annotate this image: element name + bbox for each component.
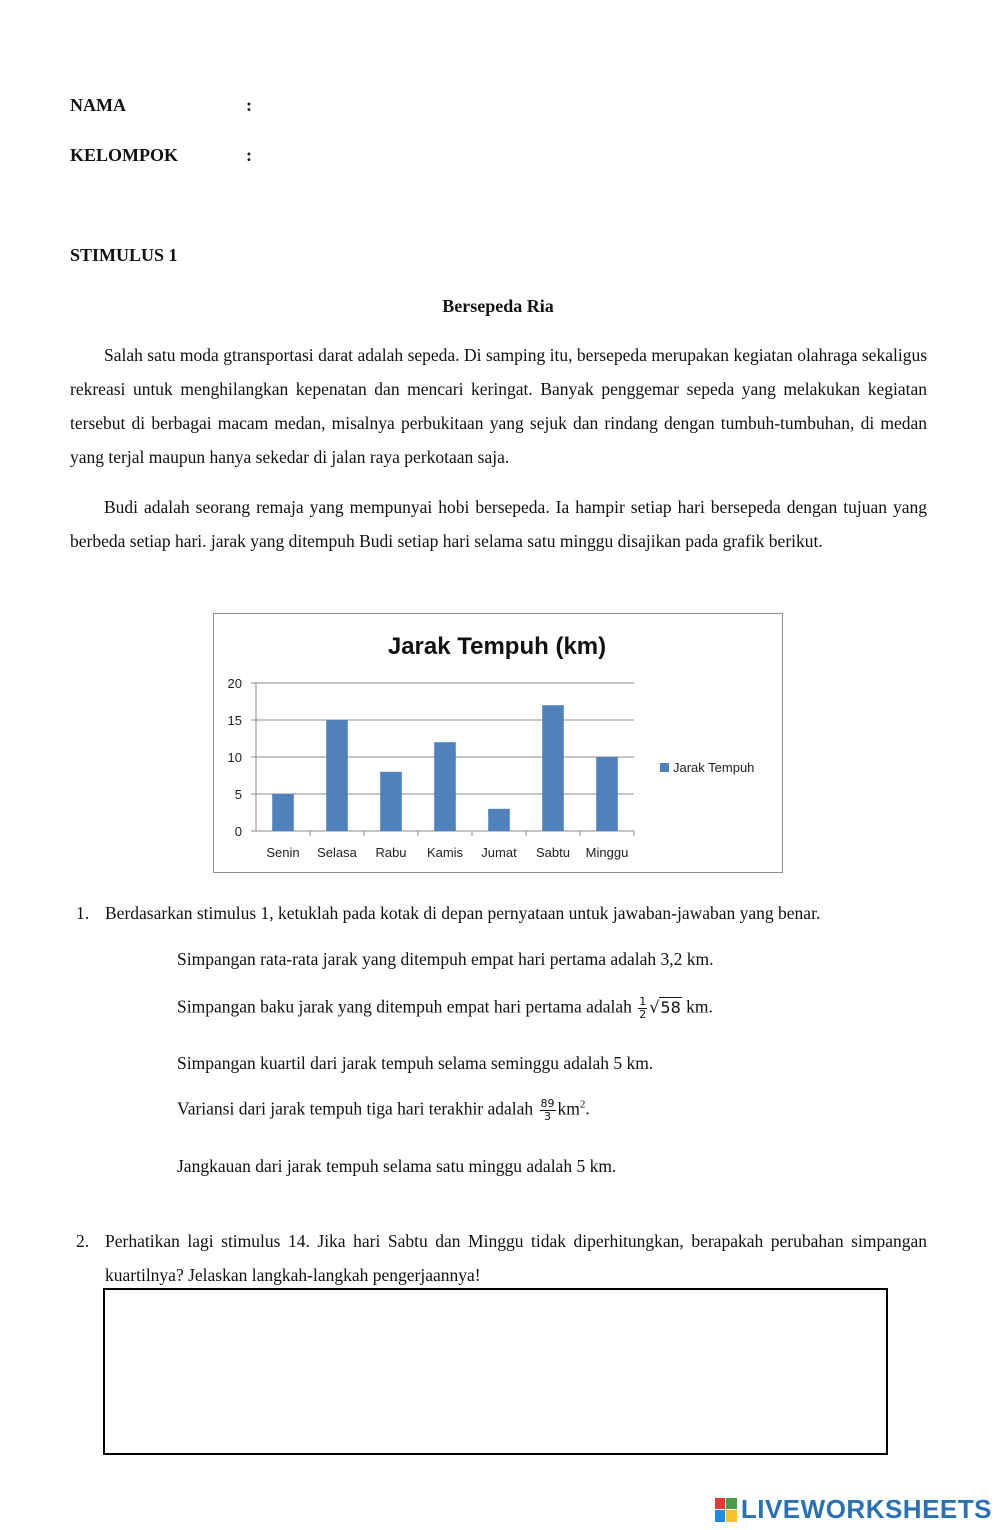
statement-5-text: Jangkauan dari jarak tempuh selama satu minggu adalah 5 km. [177,1156,617,1176]
x-tick-label: Senin [266,845,300,860]
sqrt-58 [649,997,682,1017]
bar-kamis [434,742,456,831]
logo-text: LIVEWORKSHEETS [740,1494,992,1524]
group-label: KELOMPOK [70,145,178,165]
statement-4[interactable] [177,1098,590,1123]
stimulus-title: Bersepeda Ria [442,296,554,316]
fraction-denominator: 3 [544,1110,552,1123]
liveworksheets-logo [715,1494,992,1525]
y-tick-label: 0 [234,824,242,839]
y-tick-label: 20 [227,676,242,691]
sqrt-icon: √ [649,997,660,1017]
bar-sabtu [542,705,564,831]
y-tick-label: 5 [234,787,242,802]
question-2-text: Perhatikan lagi stimulus 14. Jika hari Sabtu dan Minggu tidak diperhitungkan, berapakah perubahan simpangan kuartilnya? Jelaskan langkah-langkah pengerjaannya! [105,1231,927,1285]
legend-swatch [660,763,669,772]
group-colon: : [246,145,252,165]
legend-label: Jarak Tempuh [673,760,755,775]
sqrt-radicand: 58 [660,997,681,1017]
fraction-89-3 [540,1098,556,1123]
y-tick-label: 10 [227,750,242,765]
question-1-text: Berdasarkan stimulus 1, ketuklah pada kotak di depan pernyataan untuk jawaban-jawaban yang benar. [105,903,821,923]
statement-2-unit: km. [686,996,713,1017]
bar-selasa [326,720,348,831]
x-tick-label: Rabu [375,845,407,860]
x-tick-label: Sabtu [536,845,570,860]
name-colon: : [246,95,252,115]
statement-5[interactable] [177,1156,616,1177]
statement-2-text: Simpangan baku jarak yang ditempuh empat hari pertama adalah [177,996,632,1017]
name-label: NAMA [70,95,126,115]
statement-3-text: Simpangan kuartil dari jarak tempuh selama seminggu adalah 5 km. [177,1053,654,1073]
stimulus-label: STIMULUS 1 [70,245,178,265]
statement-4-unit: km [557,1098,580,1119]
statement-1-text: Simpangan rata-rata jarak yang ditempuh empat hari pertama adalah 3,2 km. [177,949,714,969]
statement-2[interactable] [177,996,713,1021]
statement-4-text: Variansi dari jarak tempuh tiga hari terakhir adalah [177,1098,534,1119]
bar-rabu [380,772,402,831]
x-tick-label: Kamis [426,845,464,860]
statement-1[interactable] [177,949,713,970]
chart-title: Jarak Tempuh (km) [387,633,607,660]
statement-4-exponent: 2 [579,1098,586,1111]
y-tick-label: 15 [227,713,242,728]
statement-4-period: . [585,1098,590,1119]
x-tick-label: Selasa [317,845,357,860]
answer-box[interactable] [103,1288,888,1455]
x-tick-label: Minggu [585,845,629,860]
bar-jumat [488,809,510,831]
chart-frame [213,613,783,873]
fraction-one-half [638,996,647,1021]
fraction-numerator: 89 [540,1097,555,1110]
bar-chart [214,614,782,872]
bar-minggu [596,757,618,831]
fraction-denominator: 2 [639,1008,647,1021]
liveworksheets-logo-icon [715,1498,737,1522]
answer-input[interactable] [105,1290,886,1453]
stimulus-paragraph-1: Salah satu moda gtransportasi darat adalah sepeda. Di samping itu, bersepeda merupakan kegiatan olahraga sekaligus rekreasi untuk menghilangkan kepenatan dan mencari keringat. Banyak penggemar sepeda yang melakukan kegiatan tersebut di berbagai macam medan, misalnya perbukitaan yang sejuk dan rindang dengan tumbuh-tumbuhan, di medan yang terjal maupun hanya sekedar di jalan raya perkotaan saja. [70,345,927,467]
x-tick-label: Jumat [481,845,517,860]
fraction-numerator: 1 [639,995,647,1008]
bar-senin [272,794,294,831]
question-2-number: 2. [76,1231,90,1251]
stimulus-paragraph-2: Budi adalah seorang remaja yang mempunyai hobi bersepeda. Ia hampir setiap hari bersepeda dengan tujuan yang berbeda setiap hari. jarak yang ditempuh Budi setiap hari selama satu minggu disajikan pada grafik berikut. [70,497,927,551]
question-1-number: 1. [76,903,90,923]
statement-3[interactable] [177,1053,653,1074]
